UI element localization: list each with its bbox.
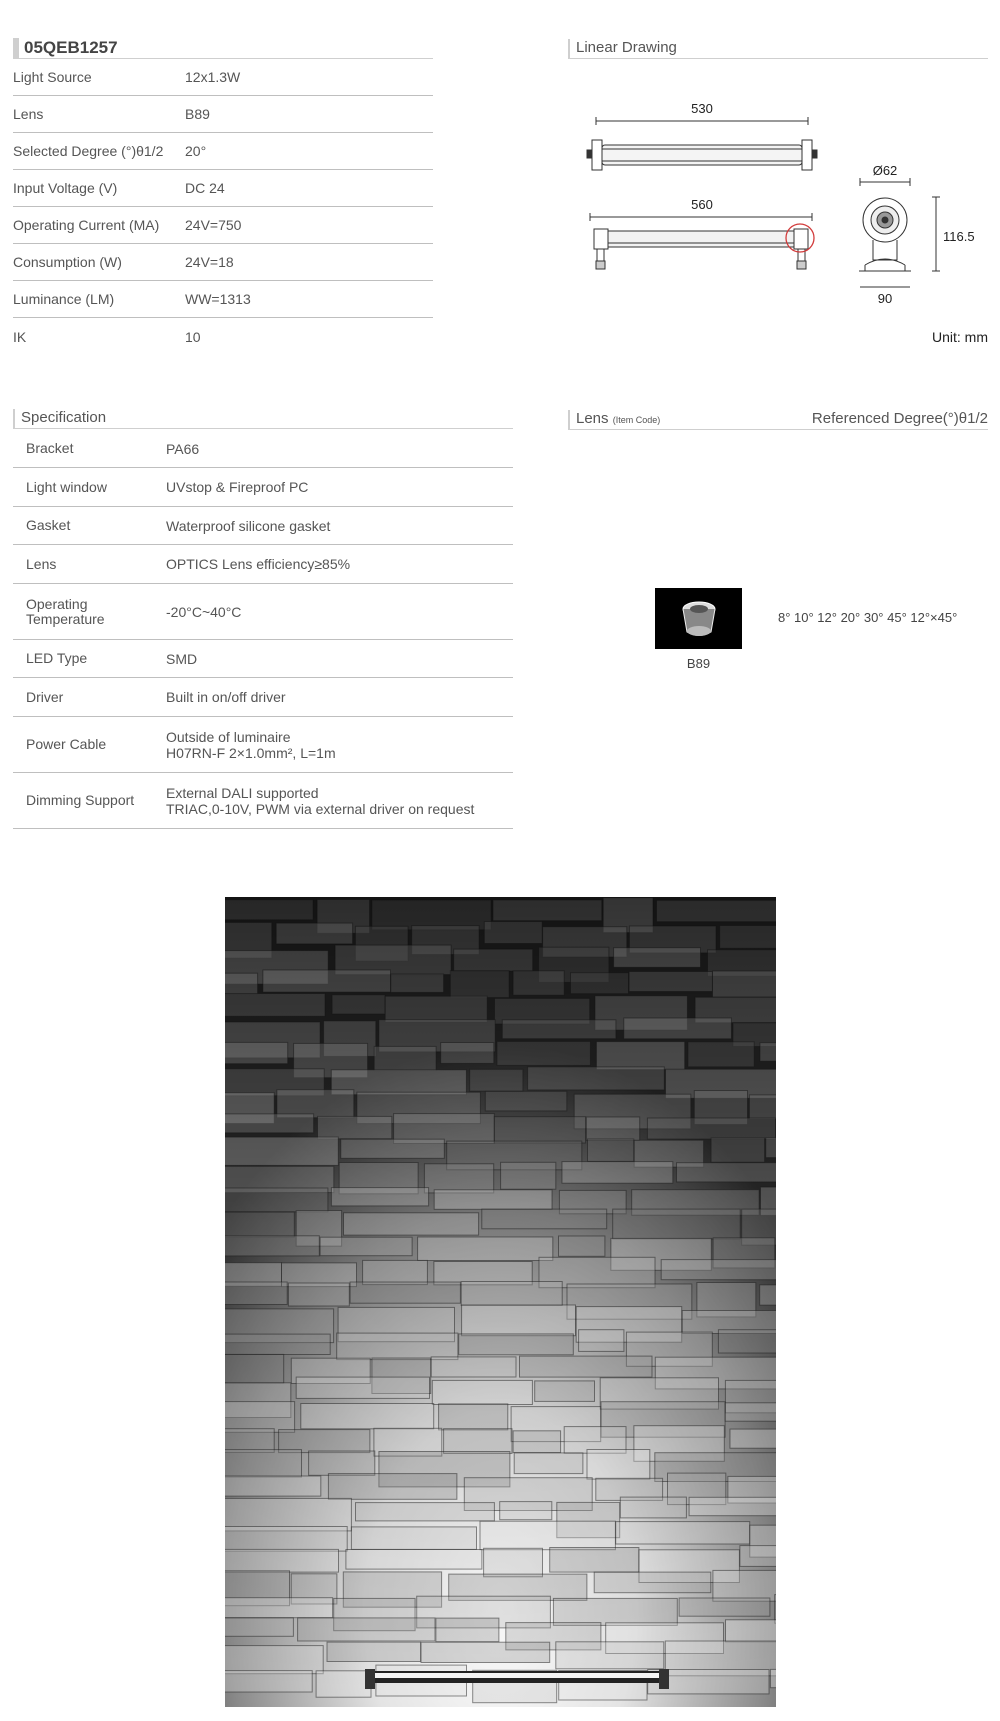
fixture-end-view: [859, 178, 940, 287]
info-row: [13, 281, 433, 318]
info-row: [13, 59, 433, 96]
info-row: [13, 96, 433, 133]
spec-label: Gasket: [26, 517, 71, 533]
dim-height: 116.5: [943, 229, 975, 244]
spec-value: OPTICS Lens efficiency≥85%: [166, 556, 351, 572]
spec-value: Built in on/off driver: [166, 689, 286, 705]
dim-top-length: 530: [691, 101, 713, 116]
spec-row: [13, 678, 513, 717]
spec-label: LED Type: [26, 650, 88, 666]
spec-row: [13, 545, 513, 584]
info-label: IK: [13, 328, 27, 345]
spec-label: Dimming Support: [26, 792, 135, 808]
spec-row: [13, 468, 513, 507]
lens-image: [655, 588, 742, 649]
info-label: Input Voltage (V): [13, 180, 118, 196]
spec-row: [13, 773, 513, 829]
spec-value: -20°C~40°C: [166, 603, 242, 620]
dim-bottom-length: 560: [691, 197, 713, 212]
linear-drawing-title: Linear Drawing: [576, 39, 677, 56]
info-label: Light Source: [13, 69, 92, 85]
spec-row: [13, 640, 513, 678]
spec-row: [13, 717, 513, 773]
spec-label: Bracket: [26, 440, 74, 456]
info-value: 20°: [185, 143, 207, 159]
info-value: DC 24: [185, 180, 225, 196]
linear-drawing-header: [568, 39, 988, 59]
fixture-top-view: [587, 117, 817, 170]
info-label: Selected Degree (°)θ1/2: [13, 143, 164, 159]
spec-label: Lens: [26, 555, 57, 572]
info-value: B89: [185, 106, 210, 122]
lens-header: [568, 410, 988, 430]
spec-label: Power Cable: [26, 736, 107, 752]
spec-value: Waterproof silicone gasket: [166, 517, 331, 534]
info-row: [13, 170, 433, 207]
info-row: [13, 207, 433, 244]
spec-label: Light window: [26, 478, 107, 495]
application-photo: [225, 897, 776, 1707]
info-label: Luminance (LM): [13, 291, 115, 307]
spec-value: UVstop & Fireproof PC: [166, 479, 309, 495]
spec-row: [13, 507, 513, 545]
lens-optic-icon: [669, 594, 729, 644]
info-value: WW=1313: [185, 291, 251, 307]
spec-label: Operating Temperature: [26, 595, 105, 627]
info-value: 24V=750: [185, 217, 242, 233]
info-row: [13, 133, 433, 170]
info-value: 10: [185, 328, 201, 345]
spec-value: External DALI supported TRIAC,0-10V, PWM via external driver on request: [166, 784, 475, 817]
referenced-degrees: 8° 10° 12° 20° 30° 45° 12°×45°: [778, 610, 958, 625]
info-row: [13, 318, 433, 355]
fixture-side-view: [590, 213, 814, 269]
info-label: Operating Current (MA): [13, 217, 160, 233]
lens-title: Lens: [576, 410, 609, 427]
spec-value: Outside of luminaire H07RN-F 2×1.0mm², L=1m: [166, 728, 336, 761]
spec-row: [13, 430, 513, 468]
linear-drawing: [580, 95, 1000, 325]
spec-label: Driver: [26, 688, 64, 705]
info-label: Consumption (W): [13, 254, 122, 270]
unit-label: Unit: mm: [932, 329, 988, 345]
info-value: 24V=18: [185, 254, 234, 270]
stone-wall-image: [225, 897, 776, 1707]
referenced-degree-title: Referenced Degree(°)θ1/2: [811, 410, 988, 427]
info-value: 12x1.3W: [185, 69, 241, 85]
info-row: [13, 244, 433, 281]
product-info-table: [13, 59, 433, 355]
specification-title: Specification: [21, 409, 107, 426]
spec-value: SMD: [166, 650, 198, 667]
spec-value: PA66: [166, 440, 200, 457]
specification-header: [13, 409, 513, 429]
dim-base: 90: [877, 291, 893, 306]
specification-table: [13, 430, 513, 829]
spec-row: [13, 584, 513, 640]
info-label: Lens: [13, 106, 44, 122]
product-code-heading: 05QEB1257: [13, 38, 433, 59]
lens-item-code: B89: [686, 656, 711, 671]
dim-diameter: Ø62: [872, 163, 898, 178]
lens-subtitle: (Item Code): [612, 415, 661, 425]
